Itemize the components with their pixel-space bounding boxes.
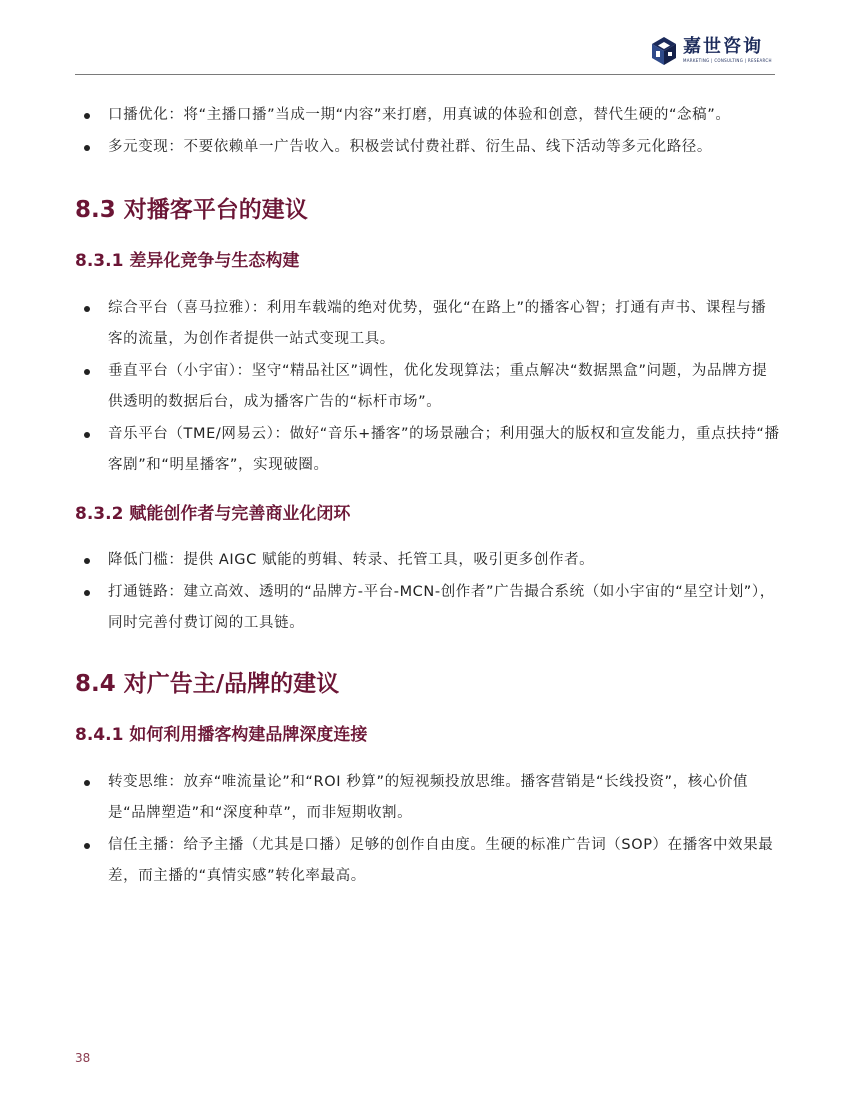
section-heading-8-3: 8.3 对播客平台的建议 xyxy=(75,197,308,223)
list-item: 信任主播：给予主播（尤其是口播）足够的创作自由度。生硬的标准广告词（SOP）在播客中效果最差，而主播的“真情实感”转化率最高。 xyxy=(75,830,780,892)
list-item: 音乐平台（TME/网易云）：做好“音乐+播客”的场景融合；利用强大的版权和宣发能力，重点扶持“播客剧”和“明星播客”，实现破圈。 xyxy=(75,419,780,481)
brand-name: 嘉世咨询 xyxy=(683,36,763,57)
page-number: 38 xyxy=(75,1051,91,1065)
list-item: 打通链路：建立高效、透明的“品牌方-平台-MCN-创作者”广告撮合系统（如小宇宙的“星空计划”），同时完善付费订阅的工具链。 xyxy=(75,577,780,639)
subsection-heading-8-4-1: 8.4.1 如何利用播客构建品牌深度连接 xyxy=(75,725,368,745)
list-8-3-1 xyxy=(75,293,780,481)
cube-logo-icon xyxy=(651,36,677,66)
list-item: 口播优化：将“主播口播”当成一期“内容”来打磨，用真诚的体验和创意，替代生硬的“念稿”。 xyxy=(75,100,780,131)
header-divider xyxy=(75,74,775,75)
list-item: 转变思维：放弃“唯流量论”和“ROI 秒算”的短视频投放思维。播客营销是“长线投资”，核心价值是“品牌塑造”和“深度种草”，而非短期收割。 xyxy=(75,767,780,829)
list-item: 降低门槛：提供 AIGC 赋能的剪辑、转录、托管工具，吸引更多创作者。 xyxy=(75,545,780,576)
list-8-3-2 xyxy=(75,545,780,639)
brand-logo xyxy=(651,36,772,66)
subsection-heading-8-3-2: 8.3.2 赋能创作者与完善商业化闭环 xyxy=(75,504,351,524)
page-header xyxy=(0,0,850,78)
brand-tagline: MARKETING | CONSULTING | RESEARCH xyxy=(683,58,772,63)
list-item: 垂直平台（小宇宙）：坚守“精品社区”调性，优化发现算法；重点解决“数据黑盒”问题，为品牌方提供透明的数据后台，成为播客广告的“标杆市场”。 xyxy=(75,356,780,418)
list-item: 综合平台（喜马拉雅）：利用车载端的绝对优势，强化“在路上”的播客心智；打通有声书、课程与播客的流量，为创作者提供一站式变现工具。 xyxy=(75,293,780,355)
subsection-heading-8-3-1: 8.3.1 差异化竞争与生态构建 xyxy=(75,251,300,271)
page-content xyxy=(75,100,780,892)
intro-list xyxy=(75,100,780,163)
list-item: 多元变现：不要依赖单一广告收入。积极尝试付费社群、衍生品、线下活动等多元化路径。 xyxy=(75,132,780,163)
section-heading-8-4: 8.4 对广告主/品牌的建议 xyxy=(75,671,340,697)
list-8-4-1 xyxy=(75,767,780,892)
